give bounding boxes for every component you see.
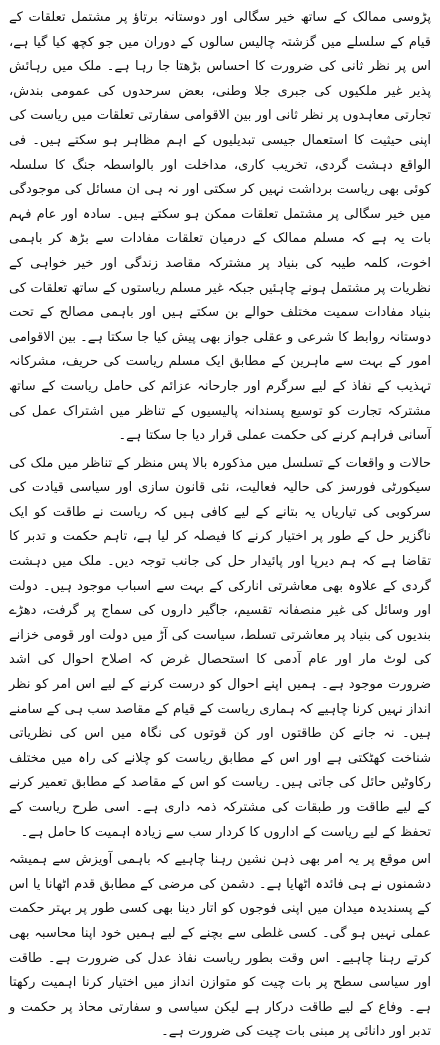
article-paragraph-2: حالات و واقعات کے تسلسل میں مذکورہ بالا پس منظر کے تناظر میں ملک کی سیکورٹی فورسز کی حالیہ فعالیت، نئی قانون سازی اور سیاسی قیادت کی سرکوبی کی تیاریاں یہ بتانے کے لیے کافی ہیں کہ ریاست نے طاقت کو ایک ناگزیر حل کے طور پر اختیار کرنے کا فیصلہ کر لیا ہے، تاہم حکمت و تدبر کا تقاضا ہے کہ ہم دیرپا اور پائیدار حل کی جانب توجہ دیں۔ ملک میں دہشت گردی کے علاوہ بھی معاشرتی انارکی کے بہت سے اسباب موجود ہیں۔ دولت اور وسائل کی غیر منصفانہ تقسیم، جاگیر داروں کی سماج پر گرفت، دھڑے بندیوں کی بنیاد پر معاشرتی تسلط، سیاست کی آڑ میں دولت اور قومی خزانے کی لوٹ مار اور عام آدمی کا استحصال غرض کہ اصلاح احوال کی اشد ضرورت موجود ہے۔ ہمیں اپنے احوال کو درست کرنے کے لیے اس امر کو نظر انداز نہیں کرنا چاہیے کہ ہماری ریاست کے قیام کے مقاصد سب ہی کے سامنے ہیں۔ نہ جانے کن طاقتوں اور کن قوتوں کی نگاہ میں اس کی نظریاتی شناخت کھٹکتی ہے اور اس کے مطابق ریاست کو چلانے کی راہ میں مختلف رکاوٹیں حائل کی جاتی ہیں۔ ریاست کو اس کے مقاصد کے مطابق تعمیر کرنے کے لیے طاقت ور طبقات کی مشترکہ ذمہ داری ہے۔ اسی طرح ریاست کے تحفظ کے لیے ریاست کے اداروں کا کردار سب سے زیادہ اہمیت کا حامل ہے۔ — [9, 455, 431, 840]
article-paragraph-3: اس موقع پر یہ امر بھی ذہن نشین رہنا چاہیے کہ باہمی آویزش سے ہمیشہ دشمنوں نے ہی فائدہ اٹھایا ہے۔ دشمن کی مرضی کے مطابق قدم اٹھانا یا اس کے پسندیدہ میدان میں اپنی فوجوں کو اتار دینا بھی کسی طور پر بہتر حکمت عملی نہیں ہو گی۔ کسی غلطی سے بچنے کے لیے ہمیں خود اپنا محاسبہ بھی کرتے رہنا چاہیے۔ اس وقت بطور ریاست نفاذ عدل کی ضرورت ہے۔ طاقت اور سیاسی سطح پر بات چیت کو متوازن انداز میں اختیار کرنا اہمیت رکھتا ہے۔ وفاع کے لیے طاقت درکار ہے لیکن سیاسی و سفارتی محاذ پر حکمت و تدبر اور دانائی پر مبنی بات چیت کی ضرورت ہے۔ — [9, 852, 431, 1040]
article-paragraph-1: پڑوسی ممالک کے ساتھ خیر سگالی اور دوستانہ برتاؤ پر مشتمل تعلقات کے قیام کے سلسلے میں گزشتہ چالیس سالوں کے دوران میں جو کچھ کیا گیا ہے، اس پر نظر ثانی کی ضرورت کا احساس بڑھتا جا رہا ہے۔ ملک میں رہائش پذیر غیر ملکیوں کی جبری جلا وطنی، بعض سرحدوں کی عمومی بندش، تجارتی معاہدوں پر نظر ثانی اور بین الاقوامی سفارتی تعلقات میں ریاست کی اپنی حیثیت کا استعمال جیسی تبدیلیوں کے اہم مظاہر ہو سکتے ہیں۔ فی الواقع دہشت گردی، تخریب کاری، مداخلت اور بالواسطہ جنگ کا سلسلہ کوئی بھی ریاست برداشت نہیں کر سکتی اور نہ ہی ان مسائل کی موجودگی میں خیر سگالی پر مشتمل تعلقات ممکن ہو سکتے ہیں۔ سادہ اور عام فہم بات یہ ہے کہ مسلم ممالک کے درمیان تعلقات مفادات سے بڑھ کر باہمی اخوت، کلمہ طیبہ کی بنیاد پر مشترکہ مقاصد زندگی اور خیر خواہی کے نظریات پر مشتمل ہونے چاہئیں جبکہ غیر مسلم ریاستوں کے ساتھ تعلقات کی بنیاد مفادات سمیت مختلف حوالے بن سکتے ہیں اور باہمی مصالح کے تحت دوستانہ روابط کا شرعی و عقلی جواز بھی پیش کیا جا سکتا ہے۔ بین الاقوامی امور کے بہت سے ماہرین کے مطابق ایک مسلم ریاست کی حریف، مشرکانہ تہذیب کے نفاذ کے لیے سرگرم اور جارحانہ عزائم کی حامل ریاست کے ساتھ مشترکہ تجارت کو توسیع پسندانہ پالیسیوں کے تناظر میں اشتراک عمل کی آسانی فراہم کرنے کی حکمت عملی قرار دیا جا سکتا ہے۔ — [9, 10, 431, 444]
